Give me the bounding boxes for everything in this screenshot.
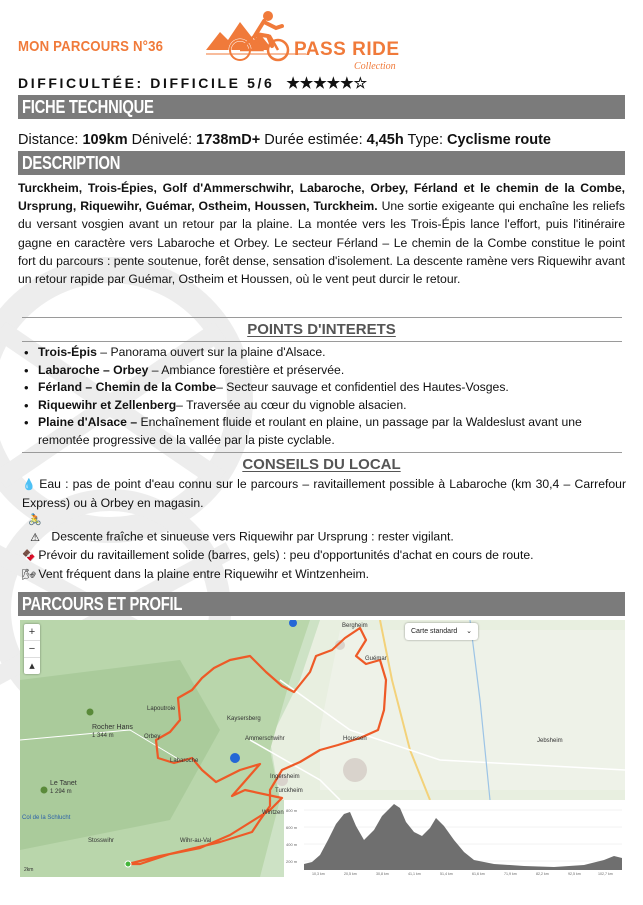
map-label-ammerschwihr: Ammerschwihr (245, 736, 285, 742)
map-label-ingersheim: Ingersheim (270, 774, 300, 780)
cyclist-logo-icon (206, 10, 306, 66)
poi-text: Enchaînement fluide et roulant en plaine, un passage par la Waldeslust avant une remontée progressive de la vallée par la piste cyclable. (38, 415, 582, 447)
map-scale: 2km (24, 867, 34, 873)
map-label-houssen: Houssen (343, 736, 367, 742)
map-label-rocher-hans-alt: 1 344 m (92, 733, 114, 739)
poi-text: – Secteur sauvage et confidentiel des Hautes-Vosges. (216, 380, 509, 394)
list-item (20, 344, 625, 362)
profile-y-label: 800 m (286, 808, 298, 813)
pass-ride-logo (206, 10, 421, 72)
poi-name: Riquewihr et Zellenberg (38, 397, 177, 412)
map-label-tanet-alt: 1 294 m (50, 789, 72, 795)
distance-value: 109km (82, 132, 128, 148)
list-item (20, 397, 625, 415)
profile-x-tick: 20,5 km (344, 872, 357, 876)
list-item (20, 362, 625, 380)
list-item (20, 379, 625, 397)
divider (22, 317, 622, 318)
map-type-label: Carte standard (411, 628, 458, 635)
poi-text: – Panorama ouvert sur la plaine d'Alsace. (96, 345, 326, 359)
type-value: Cyclisme route (447, 132, 551, 148)
poi-name: Trois-Épis (38, 345, 97, 359)
profile-x-tick: 92,5 km (568, 872, 581, 876)
profile-x-tick: 30,8 km (376, 872, 389, 876)
page-header (0, 0, 643, 72)
map-label-kaysersberg: Kaysersberg (227, 716, 261, 722)
map-label-bergheim: Bergheim (342, 623, 368, 629)
map-label-jebsheim: Jebsheim (537, 738, 563, 744)
map-zoom-controls (24, 624, 40, 674)
profile-x-tick: 102,7 km (598, 872, 613, 876)
conseil-text: Eau : pas de point d'eau connu sur le parcours – ravitaillement possible à Labaroche (km 30,4 – Carrefour Express) ou à Orbey en magasin. (22, 477, 626, 510)
map-label-schlucht: Col de la Schlucht (22, 815, 71, 821)
warning-icon: 🚴 ⚠ (28, 514, 42, 544)
map-label-turckheim: Turckheim (275, 788, 303, 794)
profile-y-label: 200 m (286, 859, 298, 864)
fiche-technique-title: FICHE TECHNIQUE (22, 97, 154, 117)
zoom-out-button[interactable]: − (28, 643, 36, 655)
map-label-tanet: Le Tanet (50, 780, 77, 787)
poi-name: Férland – Chemin de la Combe (38, 380, 217, 394)
description-header (18, 151, 625, 175)
list-item (22, 512, 626, 547)
profile-x-tick: 61,6 km (472, 872, 485, 876)
fiche-technique-header (18, 95, 625, 119)
description-towns: Turckheim, Trois-Épies, Golf d'Ammerschwihr, Labaroche, Orbey, Férland et le chemin de la Combe, Ursprung, Riquewihr, Guémar, Ostheim, Houssen, Turckheim. (18, 181, 625, 214)
map-label-lapoutroie: Lapoutroie (147, 706, 176, 712)
difficulty-line (18, 74, 367, 92)
list-item (22, 476, 626, 512)
parcours-number: MON PARCOURS N°36 (18, 38, 164, 55)
profile-x-tick: 71,9 km (504, 872, 517, 876)
distance-label: Distance: (18, 132, 79, 148)
poi-text: – Traversée au cœur du vignoble alsacien. (176, 397, 407, 412)
chevron-down-icon: ⌄ (466, 628, 472, 635)
profile-y-label: 400 m (286, 842, 298, 847)
list-item (20, 414, 625, 449)
conseil-text: Descente fraîche et sinueuse vers Riquewihr par Ursprung : rester vigilant. (48, 529, 454, 544)
description-title: DESCRIPTION (22, 153, 121, 173)
denivele-value: 1738mD+ (196, 132, 261, 148)
denivele-label: Dénivelé: (131, 132, 193, 148)
fiche-technique-line (18, 132, 551, 148)
map-label-wihr: Wihr-au-Val (180, 838, 212, 844)
map-label-guemar: Guémar (365, 656, 387, 662)
conseil-text: Prévoir du ravitaillement solide (barres, gels) : peu d'opportunités d'achat en cours de route. (35, 548, 534, 563)
poi-text: – Ambiance forestière et préservée. (148, 362, 345, 377)
wind-icon: 🌬 (22, 568, 36, 581)
map-label-orbey: Orbey (144, 734, 161, 740)
map-label-stosswihr: Stosswihr (88, 838, 115, 844)
duree-label: Durée estimée: (264, 132, 363, 148)
food-bar-icon: 🍫 (22, 550, 36, 563)
divider (22, 341, 622, 342)
description-body: Une sortie exigeante qui enchaîne les reliefs du versant vosgien avant un retour par la plaine. La montée vers les Trois-Épis lance l'effort, puis l'itinéraire gagne en caractère vers Labaroche et Orbey. Le secteur Férland – Le chemin de la Combe constitue le point fort du parcours : pente soutenue, forêt dense, sensation d'isolement. La descente ramène vers Riquewihr avant un retour rapide par Guémar, Ostheim et Houssen, où le vent peut durcir le retour. (18, 199, 625, 287)
logo-subtitle: Collection (354, 61, 396, 72)
logo-title: PASS RIDE (294, 39, 400, 60)
description-text (18, 179, 625, 288)
map-label-labaroche: Labaroche (170, 758, 199, 764)
points-interets-title: POINTS D'INTERETS (247, 321, 396, 338)
profile-x-tick: 10,3 km (312, 872, 325, 876)
poi-name: Labaroche – Orbey (38, 362, 149, 377)
points-interets-list (20, 344, 625, 449)
water-drop-icon: 💧 (22, 479, 36, 491)
map-label-wintzenheim: Wintzen (262, 810, 284, 816)
profile-x-tick: 82,2 km (536, 872, 549, 876)
parcours-profil-header (18, 592, 625, 616)
difficulty-stars: ★★★★★☆ (286, 75, 368, 92)
profile-y-label: 600 m (286, 825, 298, 830)
map-type-select[interactable] (405, 623, 478, 640)
compass-icon[interactable]: ▴ (29, 660, 35, 672)
divider (22, 452, 622, 453)
duree-value: 4,45h (366, 132, 404, 148)
map-label-rocher-hans: Rocher Hans (92, 724, 133, 731)
type-label: Type: (407, 132, 443, 148)
poi-name: Plaine d'Alsace – (38, 415, 138, 429)
conseil-text: Vent fréquent dans la plaine entre Riquewihr et Wintzenheim. (35, 566, 369, 581)
conseils-local-title: CONSEILS DU LOCAL (242, 456, 401, 473)
conseils-list (22, 476, 626, 585)
elevation-profile (284, 800, 625, 877)
list-item (22, 547, 626, 566)
list-item (22, 566, 626, 585)
parcours-profil-title: PARCOURS ET PROFIL (22, 594, 183, 614)
profile-x-tick: 41,1 km (408, 872, 421, 876)
difficulty-label: DIFFICULTÉE: DIFFICILE 5/6 (18, 75, 275, 91)
route-map[interactable] (20, 620, 625, 877)
elevation-profile-chart (284, 800, 625, 877)
profile-x-tick: 51,4 km (440, 872, 453, 876)
zoom-in-button[interactable]: + (28, 626, 36, 638)
